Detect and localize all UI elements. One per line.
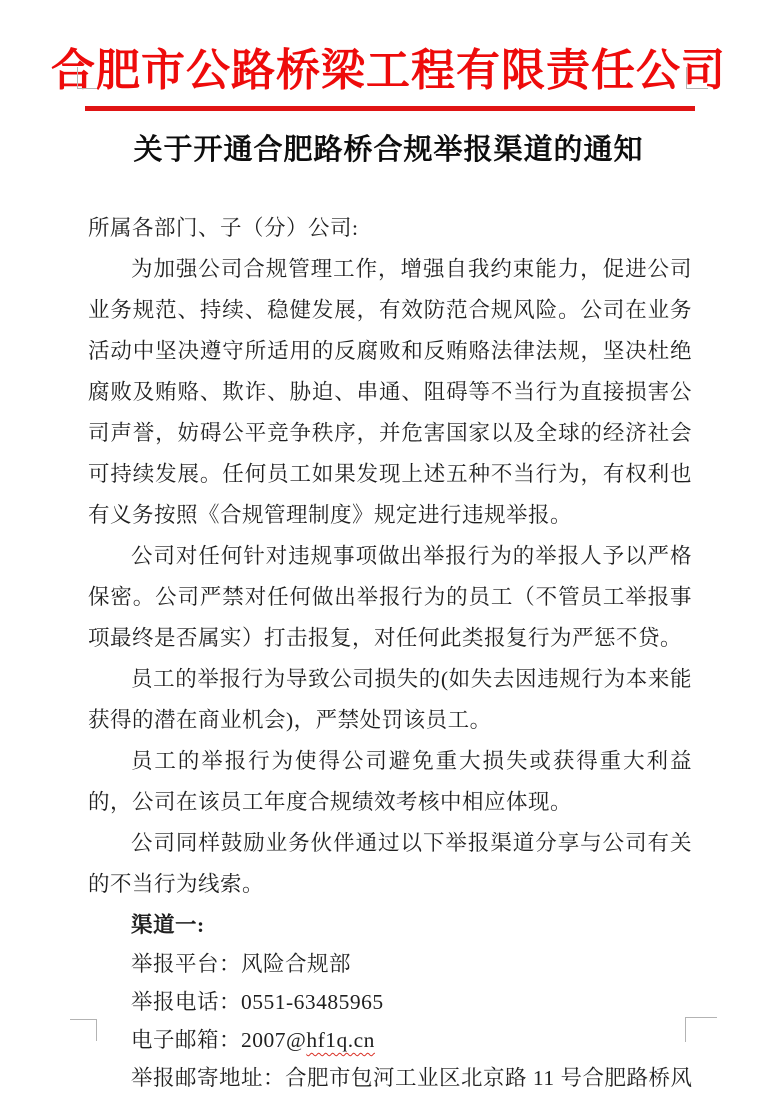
- text-boundary-mark-bottom-left: [70, 1019, 97, 1041]
- text-boundary-mark-bottom-right: [685, 1017, 717, 1042]
- report-address-row: [131, 1059, 692, 1097]
- report-phone-value: 0551-63485965: [241, 990, 384, 1014]
- document-title: 关于开通合肥路桥合规举报渠道的通知: [133, 134, 644, 166]
- paragraph: 为加强公司合规管理工作，增强自我约束能力，促进公司业务规范、持续、稳健发展，有效防范合规风险。公司在业务活动中坚决遵守所适用的反腐败和反贿赂法律法规，坚决杜绝腐败及贿赂、欺诈、胁迫、串通、阻碍等不当行为直接损害公司声誉，妨碍公平竞争秩序，并危害国家以及全球的经济社会可持续发展。任何员工如果发现上述五种不当行为，有权利也有义务按照《合规管理制度》规定进行违规举报。: [88, 257, 692, 527]
- report-platform-value: 风险合规部: [241, 952, 352, 976]
- paragraph: 公司对任何针对违规事项做出举报行为的举报人予以严格保密。公司严禁对任何做出举报行为的员工（不管员工举报事项最终是否属实）打击报复，对任何此类报复行为严惩不贷。: [88, 544, 692, 650]
- report-email-prefix: 2007@: [241, 1028, 307, 1052]
- report-platform-label: 举报平台：: [131, 952, 242, 976]
- report-phone-row: [131, 983, 692, 1021]
- paragraph: 员工的举报行为使得公司避免重大损失或获得重大利益的，公司在该员工年度合规绩效考核中相应体现。: [88, 749, 692, 814]
- report-email-label: 电子邮箱：: [131, 1028, 242, 1052]
- salutation-line: 所属各部门、子（分）公司:: [88, 216, 359, 240]
- report-email-row: [131, 1021, 692, 1059]
- text-boundary-mark-top-left: [77, 67, 97, 89]
- report-platform-row: [131, 945, 692, 983]
- title-underline-rule: [85, 106, 695, 111]
- paragraph: 公司同样鼓励业务伙伴通过以下举报渠道分享与公司有关的不当行为线索。: [88, 831, 692, 896]
- channel-one-heading: 渠道一:: [131, 913, 205, 937]
- document-body: [88, 208, 692, 1097]
- paragraph: 员工的举报行为导致公司损失的(如失去因违规行为本来能获得的潜在商业机会)，严禁处罚该员工。: [88, 667, 692, 732]
- report-address-label: 举报邮寄地址：: [131, 1066, 286, 1090]
- report-address-value: 合肥市包河工业区北京路 11 号合肥路桥风: [285, 1066, 693, 1090]
- report-phone-label: 举报电话：: [131, 990, 242, 1014]
- company-title: 合肥市公路桥梁工程有限责任公司: [51, 46, 726, 95]
- text-boundary-mark-top-right: [686, 67, 708, 89]
- report-email-domain: hf1q.cn: [306, 1028, 375, 1052]
